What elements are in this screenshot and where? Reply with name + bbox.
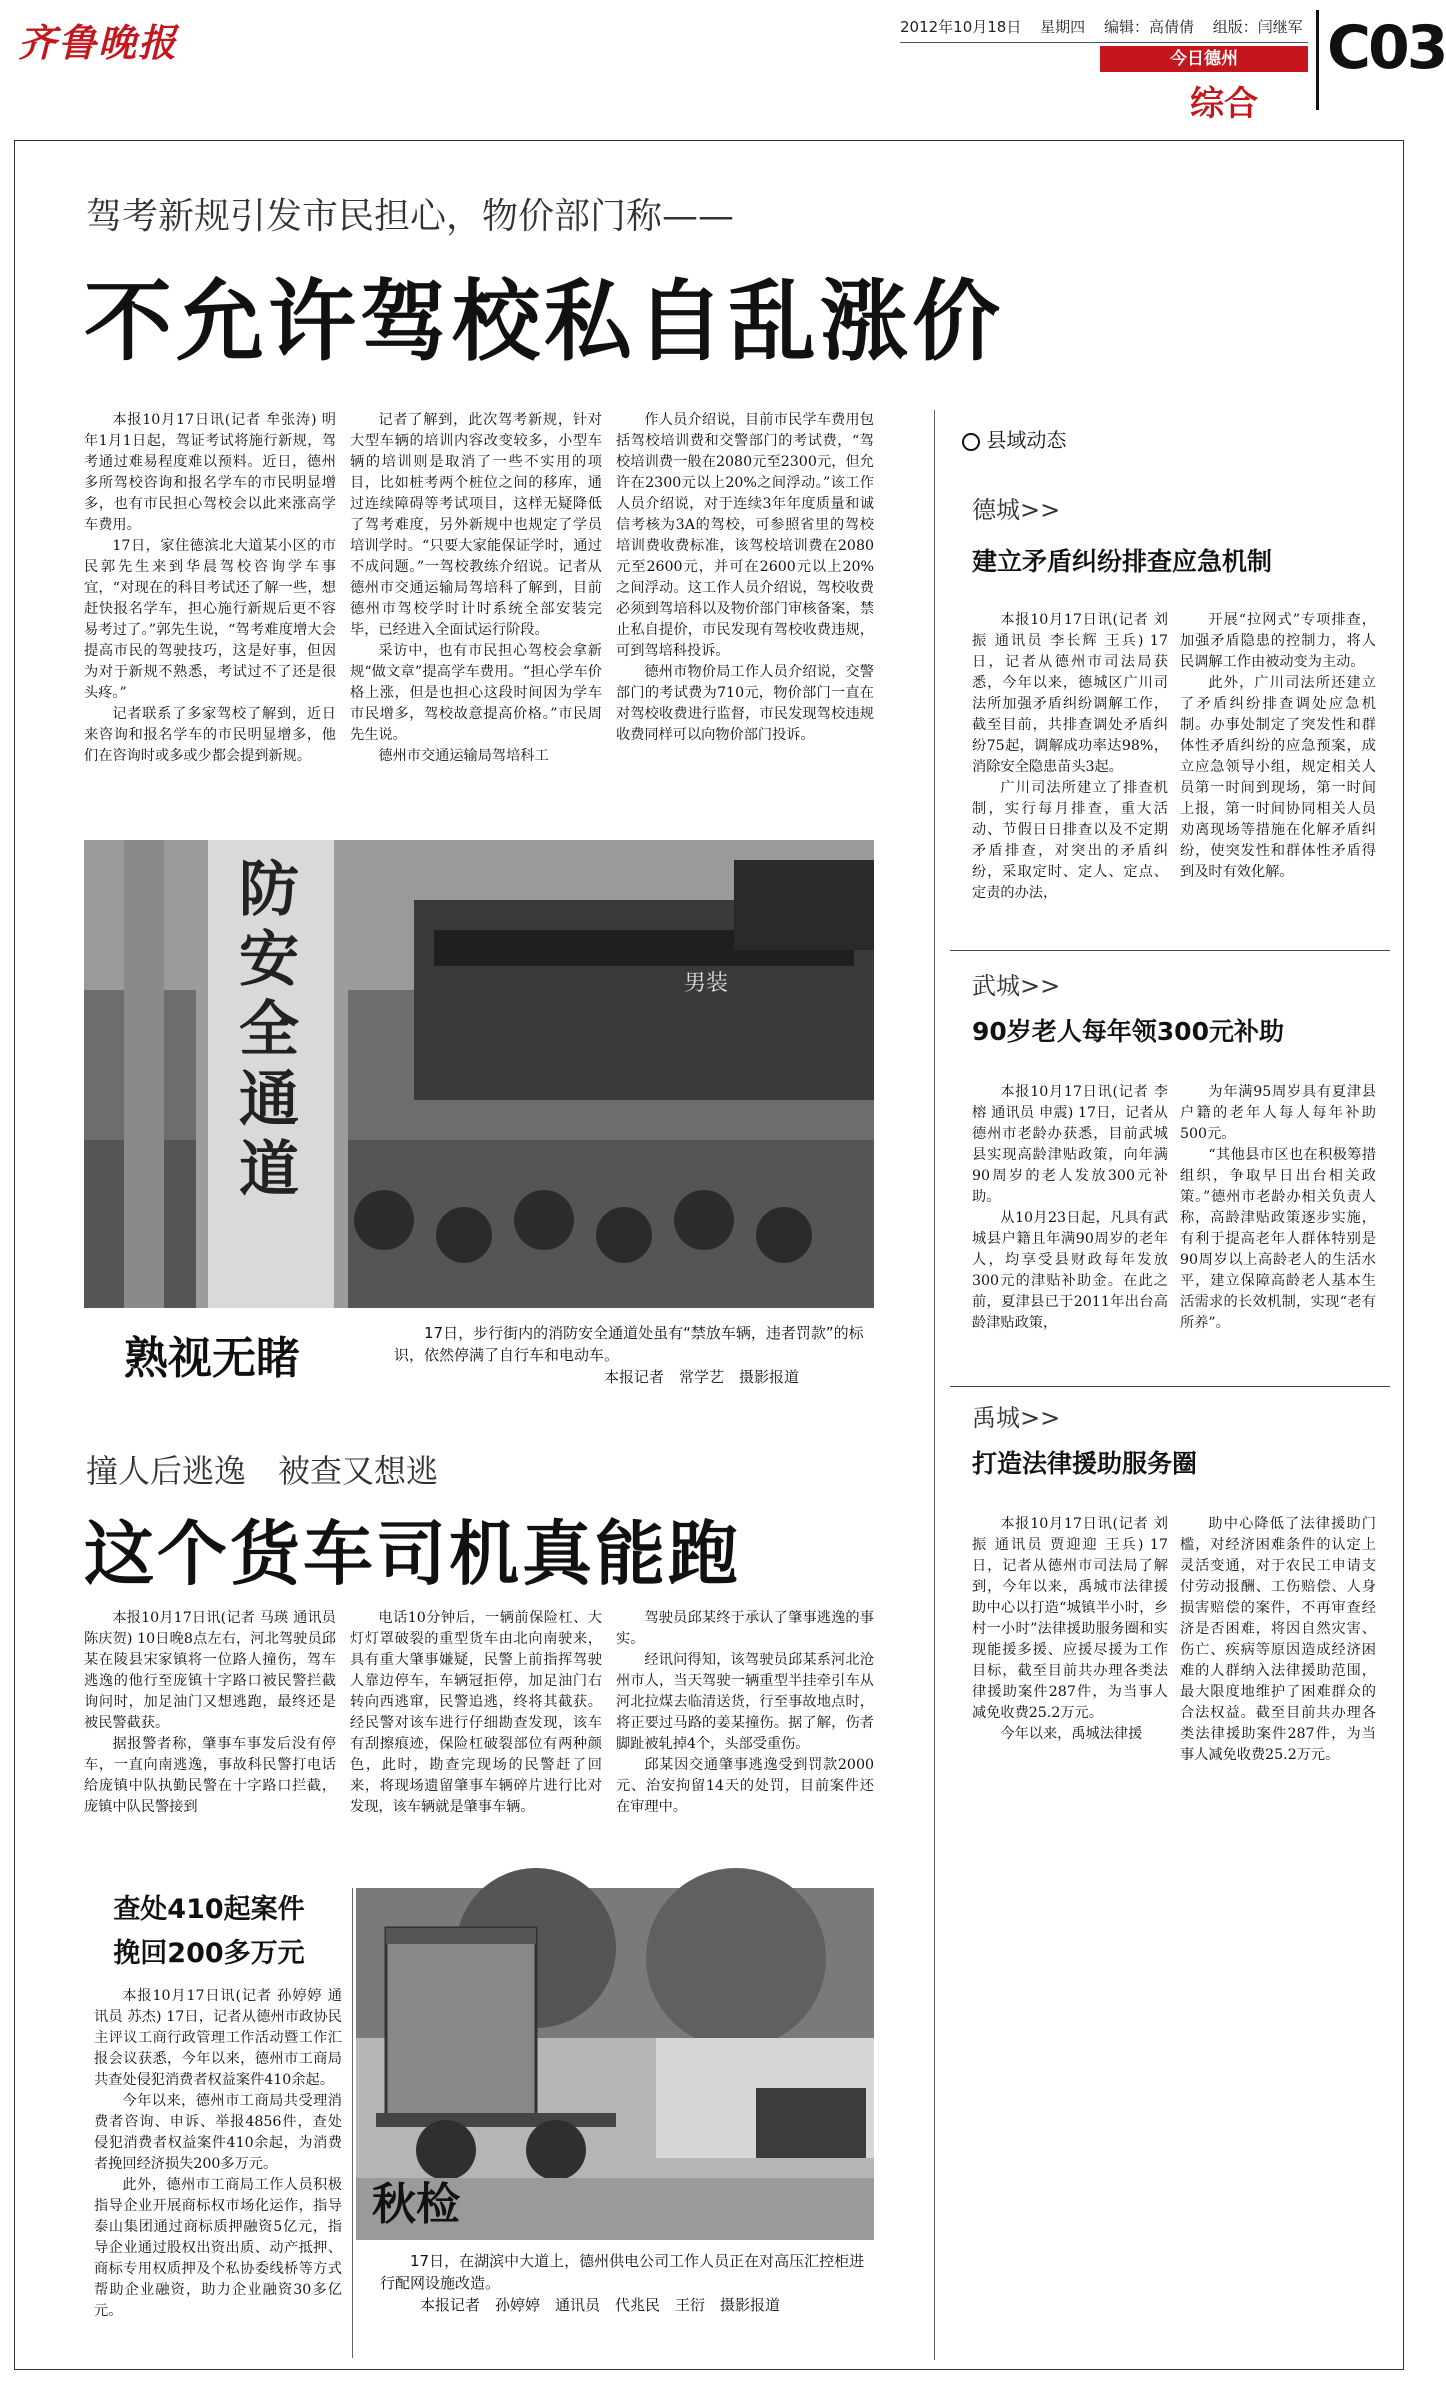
sidebar-item-title: 90岁老人每年领300元补助 (972, 1017, 1284, 1046)
paragraph: 今年以来，德州市工商局共受理消费者咨询、申诉、举报4856件，查处侵犯消费者权益案件410余起，为消费者挽回经济损失200多万元。 (94, 2093, 342, 2172)
paragraph: 本报10月17日讯(记者 刘振 通讯员 贾迎迎 王兵) 17日，记者从德州市司法局了解到，今年以来，禹城市法律援助中心以打造“城镇半小时，乡村一小时”法律援助服务圈和实现能援多援、应援尽援为工作目标，截至目前共办理各类法律援助案件287件，为当事人减免收费25.2万元。 (972, 1516, 1168, 1721)
store-sign-text: 男装 (684, 971, 729, 996)
sidebar-item-title: 建立矛盾纠纷排查应急机制 (972, 547, 1273, 576)
photo-fire-lane-image (84, 840, 874, 1308)
story2-col-3 (616, 1608, 874, 1878)
paragraph: “其他县市区也在积极筹措组织，争取早日出台相关政策。”德州市老龄办相关负责人称，高龄津贴政策逐步实施，有利于提高老年人群体特别是90周岁以上高龄老人的生活水平，建立保障高龄老人基本生活需求的长效机制，实现“老有所养”。 (1180, 1147, 1376, 1331)
sign-char: 道 (239, 1135, 299, 1205)
page-number: C03 (1316, 10, 1446, 110)
sidebar-heading-text: 县域动态 (986, 428, 1067, 452)
paragraph: 德州市交通运输局驾培科工 (378, 748, 549, 764)
paragraph: 德州市物价局工作人员介绍说，交警部门的考试费为710元，物价部门一直在对驾校收费进行监督，市民发现驾校违规收费同样可以向物价部门投诉。 (616, 664, 874, 743)
sidebar-rule (950, 1386, 1390, 1387)
paragraph: 17日，家住德滨北大道某小区的市民郭先生来到华晨驾校咨询学车事宜，“对现在的科目考试还了解一些，想赶快报名学车，担心施行新规后更不容易考过了。”郭先生说，“驾考难度增大会提高市民的驾驶技巧，这是好事，但因为对于新规不熟悉，考试过不了还是很头疼。” (84, 538, 336, 701)
photo1-caption-text: 17日，步行街内的消防安全通道处虽有“禁放车辆，违者罚款”的标识，依然停满了自行车和电动车。 (394, 1324, 864, 1364)
sidebar-item-col-1 (972, 610, 1168, 935)
sidebar-item-col-1 (972, 1514, 1168, 1824)
sidebar-item-col-2 (1180, 1514, 1376, 1824)
lead-col-2 (350, 410, 602, 810)
photo2-title: 秋检 (372, 2179, 460, 2230)
sidebar-divider (934, 410, 935, 2360)
paragraph: 作人员介绍说，目前市民学车费用包括驾校培训费和交警部门的考试费，“驾校培训费一般在2080元至2300元，但允许在2300元以上20%之间浮动。”该工作人员介绍说，对于连续3年年度质量和诚信考核为3A的驾校，可参照省里的驾校培训费收费标准，该驾校培训费在2080元至2600元，并可在2600元以上20%之间浮动。这工作人员介绍说，驾校收费必须到驾培科以及物价部门审核备案，禁止私自提价，市民发现有驾校收费违规，可到驾培科投诉。 (616, 412, 874, 659)
sidebar-item-col-1 (972, 1082, 1168, 1382)
paragraph: 为年满95周岁具有夏津县户籍的老年人每人每年补助500元。 (1180, 1084, 1376, 1142)
story2-kicker: 撞人后逃逸 被查又想逃 (86, 1452, 439, 1490)
paragraph: 此外，德州市工商局工作人员积极指导企业开展商标权市场化运作，指导泰山集团通过商标质押融资5亿元，指导企业通过股权出资出质、动产抵押、商标专用权质押及个私协委线桥等方式帮助企业融资，助力企业融资30多亿元。 (94, 2177, 342, 2319)
story2-headline: 这个货车司机真能跑 (84, 1513, 741, 1595)
issue-layout: 组版：闫继军 (1212, 18, 1303, 36)
paragraph: 邱某因交通肇事逃逸受到罚款2000元、治安拘留14天的处罚，目前案件还在审理中。 (616, 1757, 874, 1815)
paragraph: 本报10月17日讯(记者 牟张涛) 明年1月1日起，驾证考试将施行新规，驾考通过难易程度难以预料。近日，德州多所驾校咨询和报名学车的市民明显增多，也有市民担心驾校会以此来涨高学车费用。 (84, 412, 336, 533)
paragraph: 记者了解到，此次驾考新规，针对大型车辆的培训内容改变较多，小型车辆的培训则是取消了一些不实用的项目，比如桩考两个桩位之间的移库，通过连续障碍等考试项目，这样无疑降低了驾考难度，另外新规中也规定了学员培训学时。“只要大家能保证学时，通过不成问题。”一驾校教练介绍说。记者从德州市交通运输局驾培科了解到，目前德州市驾校学时计时系统全部安装完毕，已经进入全面试运行阶段。 (350, 412, 602, 638)
sidebar-rule (950, 950, 1390, 951)
photo1-title: 熟视无睹 (124, 1333, 300, 1384)
sidebar-region: 禹城>> (972, 1404, 1061, 1432)
paragraph: 助中心降低了法律援助门槛，对经济困难条件的认定上灵活变通，对于农民工申请支付劳动报酬、工伤赔偿、人身损害赔偿的案件，不再审查经济是否困难，将因自然灾害、伤亡、疾病等原因造成经济困难的人群纳入法律援助范围，最大限度地维护了困难群众的合法权益。截至目前共办理各类法律援助案件287件，为当事人减免收费25.2万元。 (1180, 1516, 1376, 1763)
sidebar-region: 武城>> (972, 972, 1061, 1000)
sidebar-item-col-2 (1180, 610, 1376, 935)
paragraph: 驾驶员邱某终于承认了肇事逃逸的事实。 (616, 1610, 874, 1647)
paragraph: 记者联系了多家驾校了解到，近日来咨询和报名学车的市民明显增多，他们在咨询时或多或少都会提到新规。 (84, 706, 336, 764)
paragraph: 从10月23日起，凡具有武城县户籍且年满90周岁的老年人，均享受县财政每年发放300元的津贴补助金。在此之前，夏津县已于2011年出台高龄津贴政策， (972, 1210, 1168, 1331)
paragraph: 今年以来，禹城法律援 (1000, 1726, 1143, 1742)
lead-kicker: 驾考新规引发市民担心，物价部门称—— (86, 196, 735, 237)
sign-char: 通 (239, 1065, 299, 1135)
circle-icon (962, 433, 980, 451)
paragraph: 电话10分钟后，一辆前保险杠、大灯灯罩破裂的重型货车由北向南驶来，具有重大肇事嫌疑，民警上前指挥驾驶人靠边停车，车辆冠拒停，加足油门右转向西逃窜，民警追逃，终将其截获。经民警对该车进行仔细勘查发现，该车有刮擦痕迹，保险杠破裂部位有两种颜色，此时，勘查完现场的民警赶了回来，将现场遗留肇事车辆碎片进行比对发现，该车辆就是肇事车辆。 (350, 1610, 602, 1815)
photo2-caption (380, 2250, 866, 2316)
story3-body (94, 1986, 342, 2356)
sidebar-region: 德城>> (972, 496, 1061, 524)
paragraph: 本报10月17日讯(记者 马瑛 通讯员 陈庆贺) 10日晚8点左右，河北驾驶员邱某在陵县宋家镇将一位路人撞伤，驾车逃逸的他行至庞镇十字路口被民警拦截询问时，加足油门又想逃跑，最终还是被民警截获。 (84, 1610, 336, 1731)
photo-fire-lane (84, 840, 874, 1308)
lead-col-1 (84, 410, 336, 810)
paragraph: 经讯问得知，该驾驶员邱某系河北沧州市人，当天驾驶一辆重型半挂牵引车从河北拉煤去临清送货，行至事故地点时，将正要过马路的姜某撞伤。据了解，伤者脚趾被轧掉4个，头部受重伤。 (616, 1652, 874, 1752)
story2-col-2 (350, 1608, 602, 1878)
lead-headline: 不允许驾校私自乱涨价 (84, 270, 1005, 373)
masthead-logo: 齐鲁晚报 (18, 20, 179, 65)
issue-weekday: 星期四 (1040, 18, 1086, 36)
today-tag: 今日德州 (1100, 46, 1308, 72)
lead-col-3 (616, 410, 874, 810)
paragraph: 广川司法所建立了排查机制，实行每月排查，重大活动、节假日日排查以及不定期矛盾排查，对突出的矛盾纠纷，采取定时、定人、定点、定责的办法， (972, 780, 1168, 901)
story3-headline (84, 1888, 334, 1976)
photo2-credit: 本报记者 孙婷婷 通讯员 代兆民 王衍 摄影报道 (420, 2296, 781, 2314)
issue-editor: 编辑：高倩倩 (1103, 18, 1194, 36)
sidebar-item-title: 打造法律援助服务圈 (972, 1449, 1198, 1478)
story3-divider (352, 1888, 353, 2358)
issue-date: 2012年10月18日 (900, 18, 1022, 36)
sidebar-item-col-2 (1180, 1082, 1376, 1382)
story2-col-1 (84, 1608, 336, 1878)
paragraph: 开展“拉网式”专项排查，加强矛盾隐患的控制力，将人民调解工作由被动变为主动。 (1180, 612, 1376, 670)
photo1-credit: 本报记者 常学艺 摄影报道 (604, 1368, 800, 1386)
paragraph: 据报警者称，肇事车事发后没有停车，一直向南逃逸，事故科民警打电话给庞镇中队执勤民警在十字路口拦截，庞镇中队民警接到 (84, 1736, 336, 1815)
paragraph: 此外，广川司法所还建立了矛盾纠纷排查调处应急机制。办事处制定了突发性和群体性矛盾纠纷的应急预案，成立应急领导小组，规定相关人员第一时间到现场，第一时间上报，第一时间协同相关人员劝离现场等措施在化解矛盾纠纷，使突发性和群体性矛盾得到及时有效化解。 (1180, 675, 1376, 880)
story3-headline-line1: 查处410起案件 (113, 1894, 305, 1925)
paragraph: 本报10月17日讯(记者 孙婷婷 通讯员 苏杰) 17日，记者从德州市政协民主评议工商行政管理工作活动暨工作汇报会议获悉，今年以来，德州市工商局共查处侵犯消费者权益案件410余起。 (94, 1988, 342, 2088)
header-rule (900, 42, 1308, 43)
sign-char: 安 (239, 925, 299, 995)
section-name: 综合 (1190, 84, 1258, 124)
sidebar-heading (962, 424, 1066, 453)
story3-headline-line2: 挽回200多万元 (113, 1938, 305, 1969)
photo1-caption (394, 1322, 864, 1388)
paragraph: 本报10月17日讯(记者 刘振 通讯员 李长辉 王兵) 17日，记者从德州市司法局获悉，今年以来，德城区广川司法所加强矛盾纠纷调解工作，截至目前，共排查调处矛盾纠纷75起，调解成功率达98%，消除安全隐患苗头3起。 (972, 612, 1168, 775)
paragraph: 采访中，也有市民担心驾校会拿新规“做文章”提高学车费用。“担心学车价格上涨，但是也担心这段时间因为学车市民增多，驾校故意提高价格。”市民周先生说。 (350, 643, 602, 743)
sign-char: 全 (239, 995, 299, 1065)
issue-meta (900, 16, 1317, 37)
paragraph: 本报10月17日讯(记者 李榕 通讯员 申震) 17日，记者从德州市老龄办获悉，目前武城县实现高龄津贴政策，向年满90周岁的老人发放300元补助。 (972, 1084, 1168, 1205)
sign-char: 防 (239, 855, 299, 925)
photo2-caption-text: 17日，在湖滨中大道上，德州供电公司工作人员正在对高压汇控柜进行配网设施改造。 (380, 2252, 865, 2292)
